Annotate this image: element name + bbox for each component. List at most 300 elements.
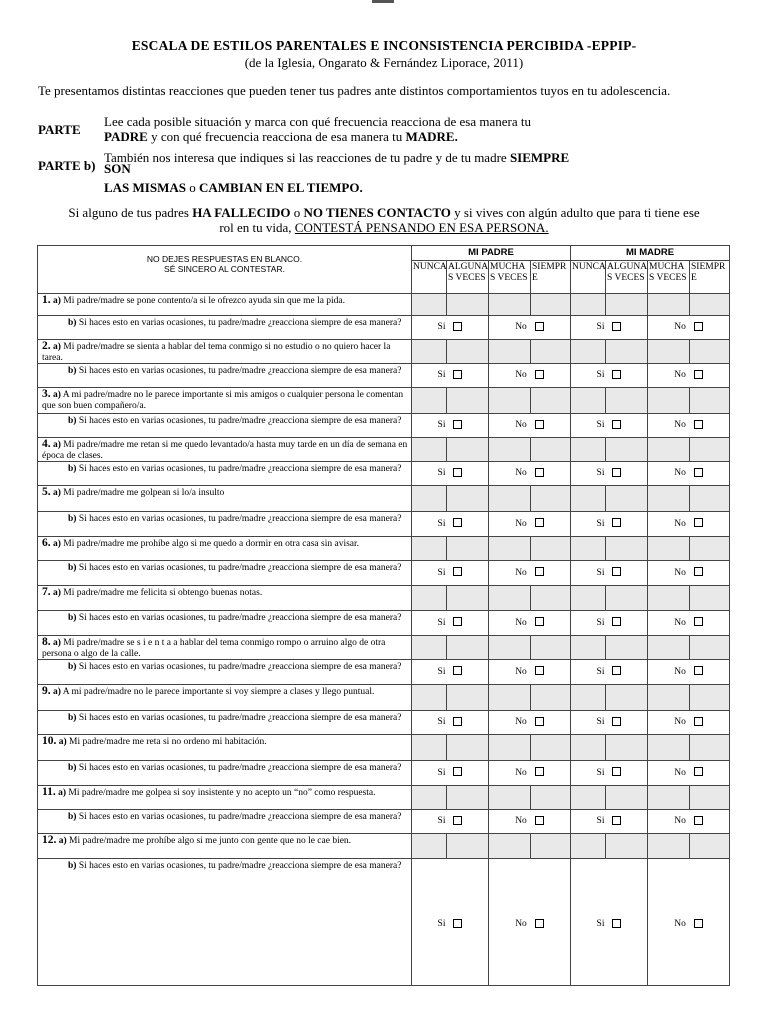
question-b-text: Si haces esto en varias ocasiones, tu padre/madre ¿reacciona siempre de esa manera? bbox=[78, 366, 402, 376]
answer-cell-madre-muchas-veces[interactable] bbox=[648, 834, 690, 859]
answer-cell-madre-algunas-veces[interactable] bbox=[606, 438, 648, 462]
no-checkbox[interactable] bbox=[535, 816, 544, 825]
si-checkbox[interactable] bbox=[453, 468, 462, 477]
consistency-padre-si[interactable] bbox=[412, 761, 489, 786]
consistency-padre-si[interactable] bbox=[412, 316, 489, 340]
answer-cell-madre-muchas-veces[interactable] bbox=[648, 438, 690, 462]
question-row-a bbox=[38, 586, 730, 611]
col-madre-nunca: NUNCA bbox=[571, 261, 606, 294]
no-checkbox[interactable] bbox=[694, 617, 703, 626]
no-checkbox[interactable] bbox=[535, 919, 544, 928]
question-a-text: Mi padre/madre me prohíbe algo si me quedo a dormir en otra casa sin avisar. bbox=[63, 539, 360, 549]
si-label: Si bbox=[596, 567, 605, 578]
question-b-cell bbox=[38, 660, 412, 685]
si-checkbox[interactable] bbox=[453, 617, 462, 626]
answer-cell-madre-algunas-veces[interactable] bbox=[606, 340, 648, 364]
consistency-madre-no[interactable] bbox=[648, 561, 730, 586]
question-b-text: Si haces esto en varias ocasiones, tu padre/madre ¿reacciona siempre de esa manera? bbox=[78, 861, 402, 871]
answer-cell-padre-nunca[interactable] bbox=[412, 786, 447, 810]
question-b-cell bbox=[38, 364, 412, 388]
answer-cell-padre-algunas-veces[interactable] bbox=[447, 636, 489, 660]
bottom-page-edge bbox=[230, 1016, 530, 1024]
no-label: No bbox=[515, 518, 527, 529]
answer-cell-padre-nunca[interactable] bbox=[412, 486, 447, 512]
si-label: Si bbox=[596, 370, 605, 381]
answer-cell-madre-algunas-veces[interactable] bbox=[606, 636, 648, 660]
si-label: Si bbox=[437, 468, 446, 479]
si-checkbox[interactable] bbox=[612, 816, 621, 825]
answer-cell-padre-nunca[interactable] bbox=[412, 537, 447, 561]
no-checkbox[interactable] bbox=[694, 717, 703, 726]
answer-cell-madre-nunca[interactable] bbox=[571, 685, 606, 711]
no-checkbox[interactable] bbox=[535, 468, 544, 477]
consistency-madre-si[interactable] bbox=[571, 364, 648, 388]
consistency-madre-no[interactable] bbox=[648, 711, 730, 735]
si-label: Si bbox=[437, 816, 446, 827]
consistency-padre-no[interactable] bbox=[489, 810, 571, 834]
si-checkbox[interactable] bbox=[453, 767, 462, 776]
answer-cell-madre-muchas-veces[interactable] bbox=[648, 786, 690, 810]
answer-cell-madre-nunca[interactable] bbox=[571, 636, 606, 660]
consistency-madre-no[interactable] bbox=[648, 660, 730, 685]
consistency-padre-si[interactable] bbox=[412, 810, 489, 834]
question-b-text: Si haces esto en varias ocasiones, tu padre/madre ¿reacciona siempre de esa manera? bbox=[78, 416, 402, 426]
consistency-padre-no[interactable] bbox=[489, 316, 571, 340]
no-checkbox[interactable] bbox=[535, 666, 544, 675]
question-b-text: Si haces esto en varias ocasiones, tu padre/madre ¿reacciona siempre de esa manera? bbox=[78, 713, 402, 723]
answer-cell-padre-nunca[interactable] bbox=[412, 735, 447, 761]
answer-cell-madre-muchas-veces[interactable] bbox=[648, 685, 690, 711]
col-padre-siempre: SIEMPR E bbox=[531, 261, 571, 294]
question-b-cell bbox=[38, 414, 412, 438]
no-checkbox[interactable] bbox=[535, 322, 544, 331]
consistency-padre-si[interactable] bbox=[412, 512, 489, 537]
question-a-cell bbox=[38, 388, 412, 414]
si-checkbox[interactable] bbox=[453, 666, 462, 675]
consistency-madre-si[interactable] bbox=[571, 660, 648, 685]
question-a-cell bbox=[38, 685, 412, 711]
answer-cell-madre-nunca[interactable] bbox=[571, 834, 606, 859]
si-label: Si bbox=[437, 567, 446, 578]
parte-b-line1 bbox=[104, 151, 624, 166]
si-label: Si bbox=[437, 518, 446, 529]
si-checkbox[interactable] bbox=[612, 420, 621, 429]
answer-cell-padre-nunca[interactable] bbox=[412, 685, 447, 711]
no-label: No bbox=[515, 666, 527, 677]
question-b-label: b) bbox=[68, 563, 77, 573]
answer-cell-padre-nunca[interactable] bbox=[412, 388, 447, 414]
answer-cell-padre-muchas-veces[interactable] bbox=[489, 486, 531, 512]
question-a-text: Mi padre/madre me felicita si obtengo buenas notas. bbox=[63, 588, 263, 598]
si-checkbox[interactable] bbox=[453, 370, 462, 379]
question-a-label: a) bbox=[53, 488, 61, 498]
answer-cell-madre-siempre[interactable] bbox=[690, 735, 730, 761]
question-b-text: Si haces esto en varias ocasiones, tu padre/madre ¿reacciona siempre de esa manera? bbox=[78, 613, 402, 623]
no-checkbox[interactable] bbox=[694, 767, 703, 776]
col-padre-nunca: NUNCA bbox=[412, 261, 447, 294]
answer-cell-padre-algunas-veces[interactable] bbox=[447, 340, 489, 364]
consistency-padre-si[interactable] bbox=[412, 462, 489, 486]
answer-cell-padre-algunas-veces[interactable] bbox=[447, 537, 489, 561]
answer-cell-padre-siempre[interactable] bbox=[531, 735, 571, 761]
answer-cell-madre-nunca[interactable] bbox=[571, 537, 606, 561]
answer-cell-madre-muchas-veces[interactable] bbox=[648, 486, 690, 512]
no-label: No bbox=[674, 666, 686, 677]
consistency-padre-no[interactable] bbox=[489, 761, 571, 786]
no-checkbox[interactable] bbox=[694, 322, 703, 331]
answer-cell-madre-siempre[interactable] bbox=[690, 294, 730, 316]
answer-cell-madre-nunca[interactable] bbox=[571, 486, 606, 512]
no-checkbox[interactable] bbox=[694, 919, 703, 928]
answer-cell-madre-siempre[interactable] bbox=[690, 537, 730, 561]
answer-cell-madre-siempre[interactable] bbox=[690, 340, 730, 364]
no-label: No bbox=[674, 420, 686, 431]
si-label: Si bbox=[437, 617, 446, 628]
answer-cell-madre-nunca[interactable] bbox=[571, 735, 606, 761]
parte-b-line1b bbox=[104, 162, 131, 177]
si-checkbox[interactable] bbox=[612, 468, 621, 477]
si-checkbox[interactable] bbox=[612, 919, 621, 928]
si-checkbox[interactable] bbox=[612, 567, 621, 576]
no-checkbox[interactable] bbox=[694, 370, 703, 379]
si-checkbox[interactable] bbox=[612, 322, 621, 331]
note-b1: HA FALLECIDO bbox=[192, 205, 291, 220]
si-checkbox[interactable] bbox=[453, 567, 462, 576]
question-row-a bbox=[38, 340, 730, 364]
consistency-padre-no[interactable] bbox=[489, 611, 571, 636]
page-subtitle: (de la Iglesia, Ongarato & Fernández Liporace, 2011) bbox=[244, 55, 524, 70]
consistency-madre-si[interactable] bbox=[571, 512, 648, 537]
answer-cell-padre-nunca[interactable] bbox=[412, 294, 447, 316]
answer-cell-madre-muchas-veces[interactable] bbox=[648, 636, 690, 660]
si-label: Si bbox=[596, 322, 605, 333]
no-checkbox[interactable] bbox=[694, 816, 703, 825]
answer-cell-madre-muchas-veces[interactable] bbox=[648, 340, 690, 364]
si-checkbox[interactable] bbox=[453, 322, 462, 331]
answer-cell-madre-muchas-veces[interactable] bbox=[648, 735, 690, 761]
consistency-madre-si[interactable] bbox=[571, 761, 648, 786]
answer-cell-padre-siempre[interactable] bbox=[531, 388, 571, 414]
question-row-b bbox=[38, 414, 730, 438]
question-b-label: b) bbox=[68, 464, 77, 474]
consistency-madre-no[interactable] bbox=[648, 810, 730, 834]
answer-cell-padre-muchas-veces[interactable] bbox=[489, 685, 531, 711]
no-label: No bbox=[515, 919, 527, 930]
consistency-padre-si[interactable] bbox=[412, 611, 489, 636]
answer-cell-padre-nunca[interactable] bbox=[412, 636, 447, 660]
answer-cell-padre-muchas-veces[interactable] bbox=[489, 786, 531, 810]
question-a-cell bbox=[38, 834, 412, 859]
answer-cell-padre-muchas-veces[interactable] bbox=[489, 438, 531, 462]
consistency-madre-no[interactable] bbox=[648, 414, 730, 438]
answer-cell-padre-algunas-veces[interactable] bbox=[447, 834, 489, 859]
question-row-b bbox=[38, 364, 730, 388]
si-label: Si bbox=[596, 666, 605, 677]
question-b-label: b) bbox=[68, 662, 77, 672]
answer-cell-madre-muchas-veces[interactable] bbox=[648, 537, 690, 561]
question-number: 4. bbox=[42, 438, 51, 450]
answer-cell-padre-muchas-veces[interactable] bbox=[489, 294, 531, 316]
si-checkbox[interactable] bbox=[453, 816, 462, 825]
consistency-padre-si[interactable] bbox=[412, 711, 489, 735]
answer-cell-madre-nunca[interactable] bbox=[571, 340, 606, 364]
question-b-cell bbox=[38, 512, 412, 537]
answer-cell-padre-algunas-veces[interactable] bbox=[447, 685, 489, 711]
question-b-label: b) bbox=[68, 763, 77, 773]
top-edge-mark bbox=[372, 0, 394, 3]
question-a-label: a) bbox=[58, 737, 67, 747]
answer-cell-madre-algunas-veces[interactable] bbox=[606, 586, 648, 611]
answer-cell-madre-algunas-veces[interactable] bbox=[606, 735, 648, 761]
answer-cell-madre-muchas-veces[interactable] bbox=[648, 388, 690, 414]
question-a-label: a) bbox=[53, 539, 61, 549]
question-number: 11. bbox=[42, 786, 56, 798]
answer-cell-madre-nunca[interactable] bbox=[571, 786, 606, 810]
consistency-madre-no[interactable] bbox=[648, 512, 730, 537]
question-b-cell bbox=[38, 761, 412, 786]
answer-cell-madre-algunas-veces[interactable] bbox=[606, 294, 648, 316]
answer-cell-madre-siempre[interactable] bbox=[690, 685, 730, 711]
consistency-padre-si[interactable] bbox=[412, 561, 489, 586]
si-checkbox[interactable] bbox=[453, 518, 462, 527]
answer-cell-madre-nunca[interactable] bbox=[571, 388, 606, 414]
no-checkbox[interactable] bbox=[535, 518, 544, 527]
answer-cell-madre-nunca[interactable] bbox=[571, 586, 606, 611]
si-label: Si bbox=[596, 767, 605, 778]
question-b-label: b) bbox=[68, 812, 77, 822]
consistency-madre-si[interactable] bbox=[571, 711, 648, 735]
note-b2: NO TIENES CONTACTO bbox=[303, 205, 451, 220]
answer-cell-padre-siempre[interactable] bbox=[531, 294, 571, 316]
question-number: 2. bbox=[42, 340, 51, 352]
consistency-madre-si[interactable] bbox=[571, 561, 648, 586]
question-b-cell bbox=[38, 859, 412, 986]
no-label: No bbox=[515, 617, 527, 628]
si-label: Si bbox=[437, 717, 446, 728]
question-row-a bbox=[38, 636, 730, 660]
col-padre-muchas-veces: MUCHA S VECES bbox=[489, 261, 531, 294]
answer-cell-padre-algunas-veces[interactable] bbox=[447, 438, 489, 462]
question-a-label: a) bbox=[58, 836, 67, 846]
no-label: No bbox=[674, 717, 686, 728]
answer-cell-padre-siempre[interactable] bbox=[531, 537, 571, 561]
consistency-madre-si[interactable] bbox=[571, 611, 648, 636]
note-t4: rol en tu vida, bbox=[219, 220, 295, 235]
answer-cell-padre-siempre[interactable] bbox=[531, 834, 571, 859]
question-b-cell bbox=[38, 810, 412, 834]
answer-cell-padre-nunca[interactable] bbox=[412, 340, 447, 364]
no-checkbox[interactable] bbox=[694, 518, 703, 527]
si-label: Si bbox=[437, 322, 446, 333]
consistency-madre-si[interactable] bbox=[571, 414, 648, 438]
consistency-padre-no[interactable] bbox=[489, 462, 571, 486]
question-a-cell bbox=[38, 786, 412, 810]
answer-cell-padre-siempre[interactable] bbox=[531, 685, 571, 711]
question-b-cell bbox=[38, 561, 412, 586]
no-checkbox[interactable] bbox=[535, 567, 544, 576]
question-a-text: Mi padre/madre me golpea si soy insistente y no acepto un “no” como respuesta. bbox=[68, 788, 376, 798]
answer-cell-madre-algunas-veces[interactable] bbox=[606, 685, 648, 711]
col-madre-muchas-veces: MUCHA S VECES bbox=[648, 261, 690, 294]
consistency-madre-no[interactable] bbox=[648, 611, 730, 636]
si-label: Si bbox=[437, 666, 446, 677]
parte-b-line2 bbox=[104, 181, 624, 196]
answer-cell-padre-siempre[interactable] bbox=[531, 438, 571, 462]
answer-cell-padre-siempre[interactable] bbox=[531, 586, 571, 611]
consistency-madre-si[interactable] bbox=[571, 462, 648, 486]
question-a-label: a) bbox=[53, 687, 61, 697]
answer-cell-madre-nunca[interactable] bbox=[571, 438, 606, 462]
consistency-madre-si[interactable] bbox=[571, 316, 648, 340]
question-a-label: a) bbox=[53, 638, 61, 648]
note-u1: CONTESTÁ PENSANDO EN ESA PERSONA. bbox=[294, 220, 549, 235]
question-row-b bbox=[38, 611, 730, 636]
no-label: No bbox=[674, 816, 686, 827]
answer-cell-padre-algunas-veces[interactable] bbox=[447, 388, 489, 414]
parte-a-line1: Lee cada posible situación y marca con qué frecuencia reacciona de esa manera tu bbox=[104, 114, 531, 129]
question-b-text: Si haces esto en varias ocasiones, tu padre/madre ¿reacciona siempre de esa manera? bbox=[78, 464, 402, 474]
question-b-label: b) bbox=[68, 861, 77, 871]
consistency-padre-no[interactable] bbox=[489, 414, 571, 438]
note-line2 bbox=[38, 220, 730, 235]
question-a-cell bbox=[38, 735, 412, 761]
answer-cell-madre-algunas-veces[interactable] bbox=[606, 834, 648, 859]
question-b-cell bbox=[38, 462, 412, 486]
answer-cell-padre-nunca[interactable] bbox=[412, 586, 447, 611]
consistency-madre-si[interactable] bbox=[571, 859, 648, 986]
question-row-b bbox=[38, 810, 730, 834]
answer-cell-madre-siempre[interactable] bbox=[690, 486, 730, 512]
question-a-label: a) bbox=[53, 296, 61, 306]
no-checkbox[interactable] bbox=[694, 468, 703, 477]
question-b-text: Si haces esto en varias ocasiones, tu padre/madre ¿reacciona siempre de esa manera? bbox=[78, 563, 402, 573]
answer-cell-madre-siempre[interactable] bbox=[690, 834, 730, 859]
question-a-text: Mi padre/madre me retan si me quedo levantado/a hasta muy tarde en un día de semana en época de clases. bbox=[42, 440, 408, 461]
answer-cell-madre-muchas-veces[interactable] bbox=[648, 294, 690, 316]
answer-cell-padre-muchas-veces[interactable] bbox=[489, 834, 531, 859]
question-a-text: Mi padre/madre se s i e n t a a hablar del tema conmigo rompo o arruino algo de otra persona o algo de la calle. bbox=[42, 638, 386, 659]
no-checkbox[interactable] bbox=[535, 370, 544, 379]
answer-cell-madre-algunas-veces[interactable] bbox=[606, 388, 648, 414]
question-a-cell bbox=[38, 537, 412, 561]
consistency-padre-no[interactable] bbox=[489, 512, 571, 537]
consistency-padre-si[interactable] bbox=[412, 660, 489, 685]
answer-cell-madre-siempre[interactable] bbox=[690, 586, 730, 611]
question-a-cell bbox=[38, 294, 412, 316]
answer-cell-madre-siempre[interactable] bbox=[690, 786, 730, 810]
answer-cell-padre-muchas-veces[interactable] bbox=[489, 340, 531, 364]
question-row-a bbox=[38, 537, 730, 561]
consistency-padre-no[interactable] bbox=[489, 561, 571, 586]
si-checkbox[interactable] bbox=[453, 420, 462, 429]
answer-cell-padre-muchas-veces[interactable] bbox=[489, 735, 531, 761]
answer-cell-madre-algunas-veces[interactable] bbox=[606, 486, 648, 512]
no-label: No bbox=[674, 767, 686, 778]
answer-cell-padre-algunas-veces[interactable] bbox=[447, 586, 489, 611]
answer-cell-padre-nunca[interactable] bbox=[412, 834, 447, 859]
parte-a-line2 bbox=[104, 130, 624, 145]
questionnaire-table bbox=[37, 245, 730, 986]
answer-cell-madre-muchas-veces[interactable] bbox=[648, 586, 690, 611]
answer-cell-padre-muchas-veces[interactable] bbox=[489, 586, 531, 611]
answer-cell-padre-algunas-veces[interactable] bbox=[447, 486, 489, 512]
consistency-madre-no[interactable] bbox=[648, 761, 730, 786]
answer-cell-padre-algunas-veces[interactable] bbox=[447, 786, 489, 810]
question-row-a bbox=[38, 388, 730, 414]
question-number: 3. bbox=[42, 388, 51, 400]
consistency-madre-si[interactable] bbox=[571, 810, 648, 834]
answer-cell-padre-algunas-veces[interactable] bbox=[447, 735, 489, 761]
si-checkbox[interactable] bbox=[612, 617, 621, 626]
no-checkbox[interactable] bbox=[694, 666, 703, 675]
answer-cell-padre-siempre[interactable] bbox=[531, 636, 571, 660]
instructions-line1: NO DEJES RESPUESTAS EN BLANCO. bbox=[146, 254, 303, 264]
answer-cell-padre-muchas-veces[interactable] bbox=[489, 388, 531, 414]
question-a-text: Mi padre/madre me reta si no ordeno mi habitación. bbox=[69, 737, 267, 747]
consistency-padre-no[interactable] bbox=[489, 660, 571, 685]
si-checkbox[interactable] bbox=[612, 717, 621, 726]
no-checkbox[interactable] bbox=[694, 567, 703, 576]
answer-cell-madre-nunca[interactable] bbox=[571, 294, 606, 316]
consistency-madre-no[interactable] bbox=[648, 859, 730, 986]
si-checkbox[interactable] bbox=[453, 717, 462, 726]
consistency-padre-si[interactable] bbox=[412, 364, 489, 388]
si-checkbox[interactable] bbox=[453, 919, 462, 928]
question-b-cell bbox=[38, 611, 412, 636]
parte-a-label: PARTE bbox=[38, 122, 81, 137]
consistency-padre-no[interactable] bbox=[489, 711, 571, 735]
question-number: 10. bbox=[42, 735, 57, 747]
consistency-padre-no[interactable] bbox=[489, 859, 571, 986]
answer-cell-madre-algunas-veces[interactable] bbox=[606, 537, 648, 561]
answer-cell-padre-siempre[interactable] bbox=[531, 486, 571, 512]
answer-cell-madre-algunas-veces[interactable] bbox=[606, 786, 648, 810]
consistency-padre-si[interactable] bbox=[412, 859, 489, 986]
answer-cell-padre-siempre[interactable] bbox=[531, 786, 571, 810]
si-checkbox[interactable] bbox=[612, 518, 621, 527]
no-checkbox[interactable] bbox=[694, 420, 703, 429]
si-checkbox[interactable] bbox=[612, 666, 621, 675]
si-checkbox[interactable] bbox=[612, 370, 621, 379]
no-checkbox[interactable] bbox=[535, 717, 544, 726]
answer-cell-padre-siempre[interactable] bbox=[531, 340, 571, 364]
no-label: No bbox=[674, 370, 686, 381]
answer-cell-madre-siempre[interactable] bbox=[690, 438, 730, 462]
no-checkbox[interactable] bbox=[535, 617, 544, 626]
answer-cell-madre-siempre[interactable] bbox=[690, 388, 730, 414]
consistency-padre-si[interactable] bbox=[412, 414, 489, 438]
consistency-madre-no[interactable] bbox=[648, 316, 730, 340]
consistency-padre-no[interactable] bbox=[489, 364, 571, 388]
answer-cell-padre-nunca[interactable] bbox=[412, 438, 447, 462]
no-checkbox[interactable] bbox=[535, 767, 544, 776]
question-b-label: b) bbox=[68, 366, 77, 376]
note-t3: y si vives con algún adulto que para ti tiene ese bbox=[450, 205, 700, 220]
consistency-madre-no[interactable] bbox=[648, 462, 730, 486]
siempre-emphasis: SIEMPRE bbox=[509, 150, 570, 165]
question-a-text: Mi padre/madre me golpean si lo/a insulto bbox=[63, 488, 225, 498]
answer-cell-padre-muchas-veces[interactable] bbox=[489, 636, 531, 660]
mi-padre-header: MI PADRE bbox=[412, 246, 571, 261]
answer-cell-padre-muchas-veces[interactable] bbox=[489, 537, 531, 561]
si-checkbox[interactable] bbox=[612, 767, 621, 776]
no-label: No bbox=[515, 717, 527, 728]
answer-cell-padre-algunas-veces[interactable] bbox=[447, 294, 489, 316]
answer-cell-madre-siempre[interactable] bbox=[690, 636, 730, 660]
consistency-madre-no[interactable] bbox=[648, 364, 730, 388]
no-checkbox[interactable] bbox=[535, 420, 544, 429]
question-a-cell bbox=[38, 486, 412, 512]
